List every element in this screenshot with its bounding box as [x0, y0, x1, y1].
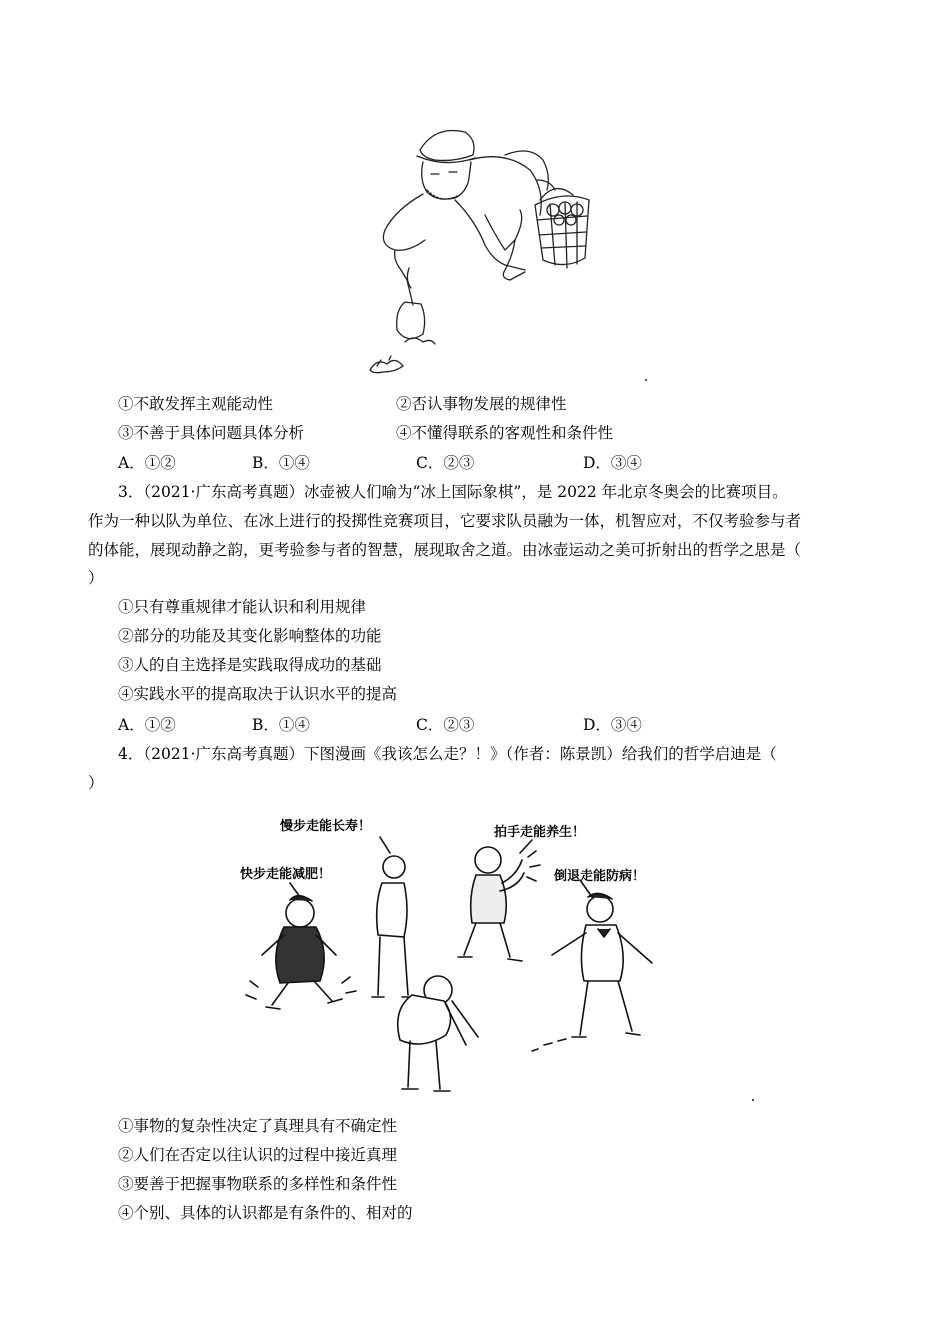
stray-dot — [645, 379, 647, 381]
q3-stem-line4: ） — [88, 569, 104, 587]
q2-choice-a: A．①② — [118, 454, 176, 472]
q3-stem-line1: 3．（2021·广东高考真题）冰壶被人们喻为“冰上国际象棋”，是 2022 年北京冬奥会的比赛项目。 — [118, 483, 788, 501]
q3-stem-line3: 的体能，展现动静之韵，更考验参与者的智慧，展现取舍之道。由冰壶运动之美可折射出的哲学之思是（ — [88, 541, 802, 559]
q2-choice-b: B．①④ — [252, 454, 310, 472]
q3-choice-b: B．①④ — [252, 716, 310, 734]
q3-option-4: ④实践水平的提高取决于认识水平的提高 — [118, 685, 398, 703]
cartoon-label-back: 倒退走能防病！ — [554, 869, 646, 884]
stray-dot-2 — [752, 1099, 754, 1101]
cartoon-label-fast: 快步走能减肥！ — [240, 867, 332, 882]
q2-option-2: ②否认事物发展的规律性 — [396, 395, 567, 413]
q2-option-1: ①不敢发挥主观能动性 — [118, 395, 274, 413]
walking-cartoon — [232, 805, 672, 1100]
q3-choice-c: C．②③ — [416, 716, 475, 734]
cartoon-label-clap: 拍手走能养生！ — [494, 825, 586, 840]
q3-stem-line2: 作为一种以队为单位、在冰上进行的投掷性竞赛项目，它要求队员融为一体，机智应对，不仅考验参与者 — [88, 512, 802, 530]
q2-option-4: ④不懂得联系的客观性和条件性 — [396, 424, 614, 442]
q2-choice-d: D．③④ — [583, 454, 642, 472]
q4-option-3: ③要善于把握事物联系的多样性和条件性 — [118, 1175, 398, 1193]
q4-stem-line1: 4．（2021·广东高考真题）下图漫画《我该怎么走？！》（作者：陈景凯）给我们的哲学启迪是（ — [118, 745, 777, 763]
q3-choice-a: A．①② — [118, 716, 176, 734]
digging-man-illustration — [365, 120, 655, 385]
q2-option-3: ③不善于具体问题具体分析 — [118, 424, 305, 442]
q4-option-4: ④个别、具体的认识都是有条件的、相对的 — [118, 1204, 413, 1222]
cartoon-label-slow: 慢步走能长寿！ — [280, 819, 372, 834]
q4-option-1: ①事物的复杂性决定了真理具有不确定性 — [118, 1117, 398, 1135]
q3-option-1: ①只有尊重规律才能认识和利用规律 — [118, 598, 367, 616]
q3-option-3: ③人的自主选择是实践取得成功的基础 — [118, 656, 382, 674]
q3-option-2: ②部分的功能及其变化影响整体的功能 — [118, 627, 382, 645]
q3-choice-d: D．③④ — [583, 716, 642, 734]
q4-option-2: ②人们在否定以往认识的过程中接近真理 — [118, 1146, 398, 1164]
q2-choice-c: C．②③ — [416, 454, 475, 472]
q4-stem-line2: ） — [88, 774, 104, 792]
